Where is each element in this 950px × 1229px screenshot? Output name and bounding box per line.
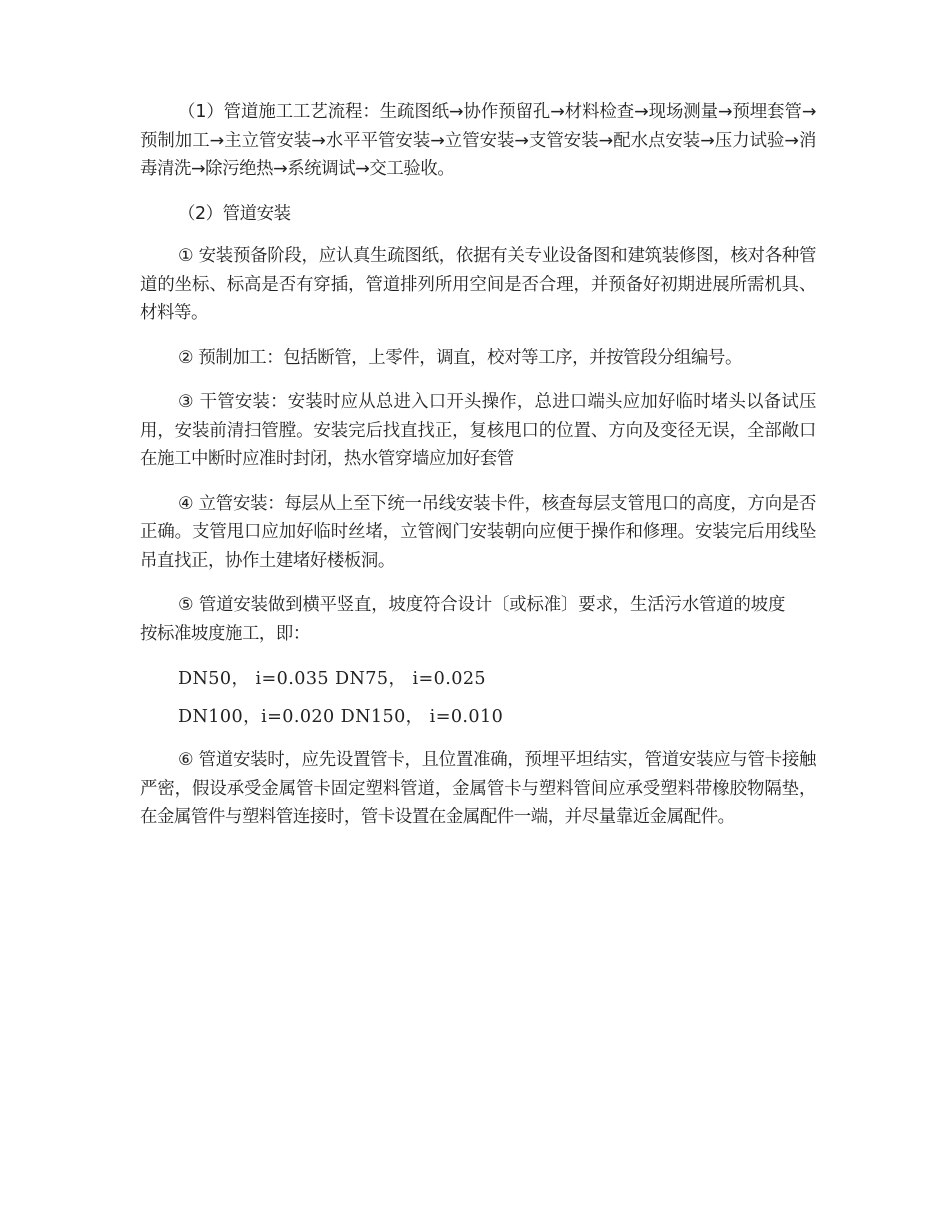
paragraph-prefabrication: ② 预制加工：包括断管，上零件，调直，校对等工序，并按管段分组编号。	[178, 347, 743, 368]
section-heading-pipe-installation: （2）管道安装	[178, 203, 291, 224]
slope-values-line-2: DN100，i=0.020 DN150， i=0.010	[178, 707, 504, 727]
paragraph-riser-installation: ④ 立管安装：每层从上至下统一吊线安装卡件，核查每层支管甩口的高度，方向是否正确。支管甩口应加好临时丝堵，立管阀门安装朝向应便于操作和修理。安装完后用线坠吊直找正，协作土建堵好楼板洞。	[140, 493, 816, 571]
paragraph-preparation-stage: ① 安装预备阶段，应认真生疏图纸，依据有关专业设备图和建筑装修图，核对各种管道的坐标、标高是否有穿插，管道排列所用空间是否合理，并预备好初期进展所需机具、材料等。	[140, 246, 816, 323]
slope-values-line-1: DN50， i=0.035 DN75， i=0.025	[178, 669, 487, 689]
paragraph-slope-requirements: ⑤ 管道安装做到横平竖直，坡度符合设计〔或标准〕要求，生活污水管道的坡度按标准坡度施工，即：	[140, 595, 785, 644]
paragraph-process-flow: （1）管道施工工艺流程：生疏图纸→协作预留孔→材料检查→现场测量→预埋套管→预制加工→主立管安装→水平平管安装→立管安装→支管安装→配水点安装→压力试验→消毒清洗→除污绝热→系统调试→交工验收。	[140, 102, 816, 179]
paragraph-main-pipe-installation: ③ 干管安装：安装时应从总进入口开头操作，总进口端头应加好临时堵头以备试压用，安装前清扫管膛。安装完后找直找正，复核甩口的位置、方向及变径无误，全部敞口在施工中断时应准时封闭，热水管穿墙应加好套管	[140, 392, 816, 469]
document-page	[140, 98, 816, 848]
paragraph-pipe-clamps: ⑥ 管道安装时，应先设置管卡，且位置准确，预埋平坦结实，管道安装应与管卡接触严密，假设承受金属管卡固定塑料管道，金属管卡与塑料管间应承受塑料带橡胶物隔垫，在金属管件与塑料管连接时，管卡设置在金属配件一端，并尽量靠近金属配件。	[140, 750, 816, 827]
